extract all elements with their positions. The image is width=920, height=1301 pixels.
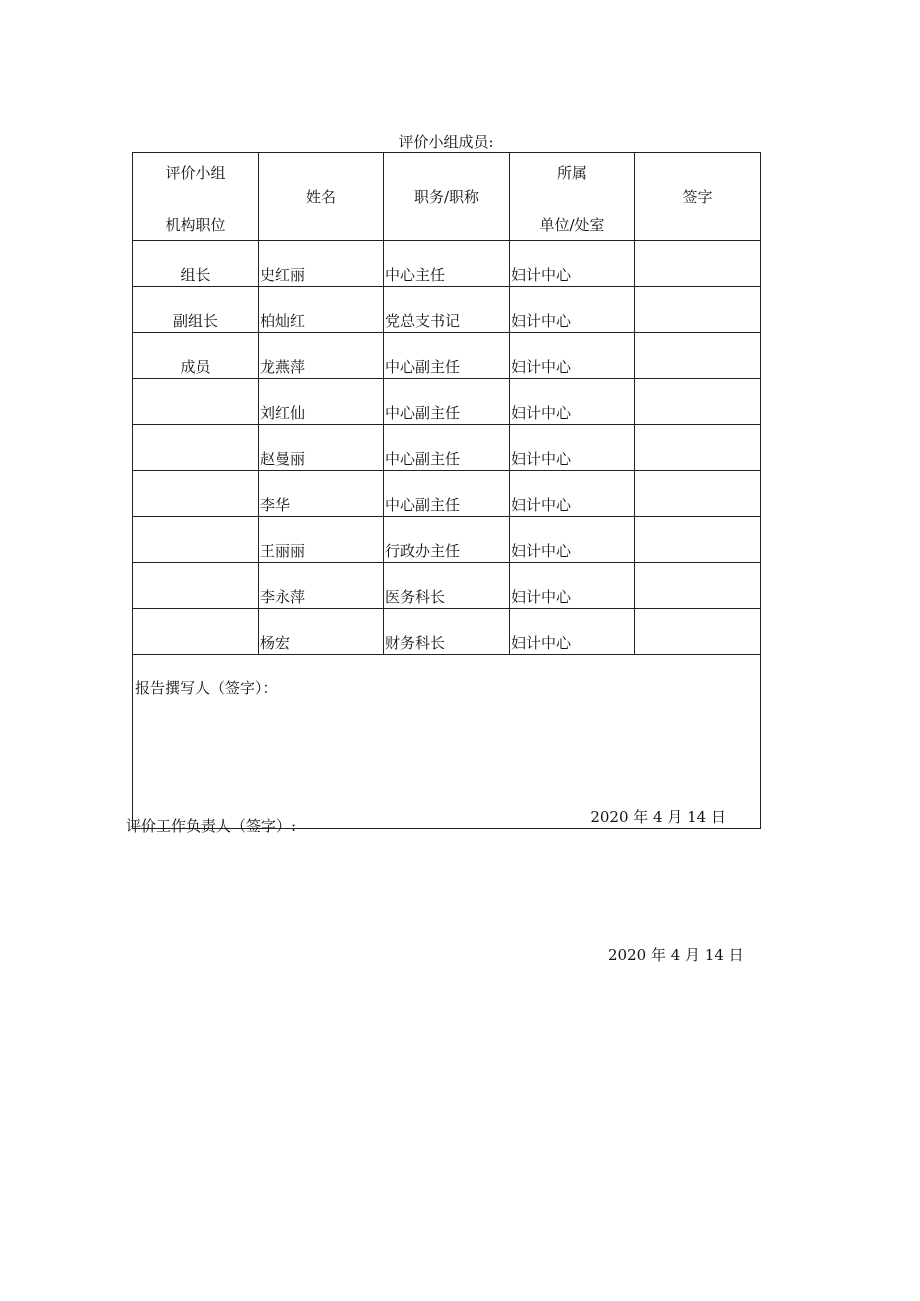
member-unit: 妇计中心 [510,425,635,471]
member-name: 柏灿红 [259,287,384,333]
member-position: 组长 [133,241,259,287]
member-position [133,471,259,517]
header-title: 职务/职称 [384,153,510,241]
table-header-row [133,153,761,241]
header-position [133,153,259,241]
header-unit-line1: 所属 [556,163,587,182]
member-position [133,609,259,655]
member-unit: 妇计中心 [510,471,635,517]
header-unit [510,153,635,241]
member-signature-field[interactable] [635,563,761,609]
member-name: 王丽丽 [259,517,384,563]
member-name: 龙燕萍 [259,333,384,379]
report-writer-row [133,655,761,829]
member-position: 副组长 [133,287,259,333]
member-signature-field[interactable] [635,287,761,333]
member-title: 党总支书记 [384,287,510,333]
member-unit: 妇计中心 [510,379,635,425]
table-row [133,425,761,471]
responsible-person-date: 2020 年 4 月 14 日 [608,946,744,964]
member-signature-field[interactable] [635,241,761,287]
member-unit: 妇计中心 [510,287,635,333]
member-name: 史红丽 [259,241,384,287]
member-title: 中心副主任 [384,425,510,471]
table-row [133,563,761,609]
table-caption: 评价小组成员: [398,133,494,151]
table-row [133,241,761,287]
member-signature-field[interactable] [635,609,761,655]
member-position [133,563,259,609]
member-unit: 妇计中心 [510,563,635,609]
header-position-line1: 评价小组 [165,163,226,182]
member-unit: 妇计中心 [510,517,635,563]
member-position: 成员 [133,333,259,379]
report-writer-cell[interactable] [133,655,761,829]
member-title: 中心副主任 [384,333,510,379]
member-unit: 妇计中心 [510,609,635,655]
member-name: 李永萍 [259,563,384,609]
member-unit: 妇计中心 [510,241,635,287]
header-signature: 签字 [635,153,761,241]
member-name: 赵曼丽 [259,425,384,471]
member-title: 中心副主任 [384,471,510,517]
evaluation-team-table [132,152,761,829]
member-title: 医务科长 [384,563,510,609]
table-row [133,287,761,333]
member-signature-field[interactable] [635,379,761,425]
member-signature-field[interactable] [635,517,761,563]
header-position-line2: 机构职位 [165,215,226,234]
report-writer-label: 报告撰写人（签字）： [135,679,278,697]
table-row [133,609,761,655]
table-row [133,517,761,563]
header-unit-line2: 单位/处室 [539,215,605,234]
table-row [133,333,761,379]
member-signature-field[interactable] [635,471,761,517]
member-name: 杨宏 [259,609,384,655]
member-name: 李华 [259,471,384,517]
member-title: 财务科长 [384,609,510,655]
member-position [133,379,259,425]
header-name: 姓名 [259,153,384,241]
member-signature-field[interactable] [635,425,761,471]
table-row [133,379,761,425]
report-writer-date: 2020 年 4 月 14 日 [590,808,726,826]
member-position [133,517,259,563]
member-signature-field[interactable] [635,333,761,379]
member-name: 刘红仙 [259,379,384,425]
member-position [133,425,259,471]
member-title: 中心主任 [384,241,510,287]
table-row [133,471,761,517]
member-title: 行政办主任 [384,517,510,563]
responsible-person-label: 评价工作负责人（签字）: [126,817,297,835]
member-title: 中心副主任 [384,379,510,425]
member-unit: 妇计中心 [510,333,635,379]
